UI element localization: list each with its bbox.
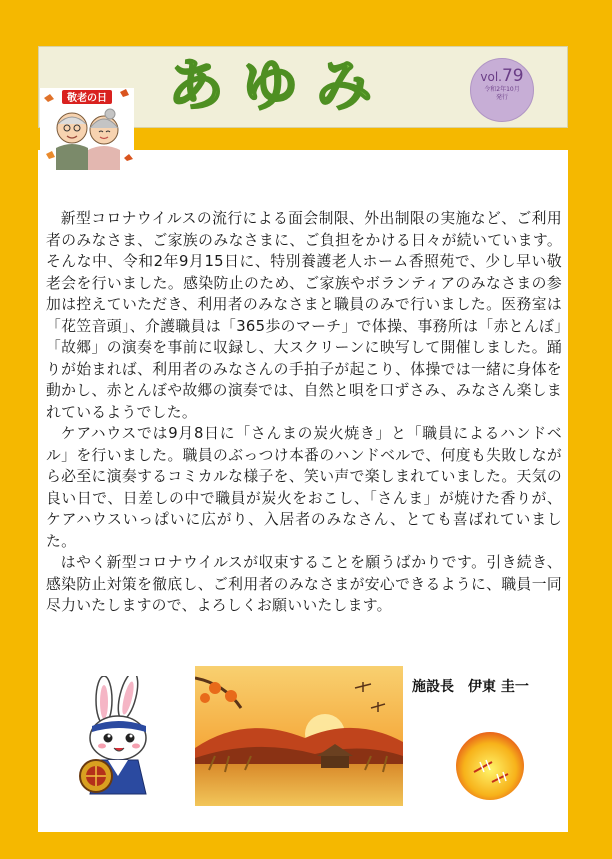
article-body [46,208,562,617]
keiro-badge-text: 敬老の日 [67,93,107,104]
article-paragraph-2: ケアハウスでは9月8日に「さんまの炭火焼き」と「職員によるハンドベル」を行いました。職員のぶっつけ本番のハンドベルで、何度も失敗しながら必至に演奏するコミカルな様子を、笑い声で楽しまれていました。天気の良い日で、日差しの中で職員が炭火をおこし、「さんま」が焼けた香りが、ケアハウスいっぱいに広がり、入居者のみなさん、とても喜ばれていました。 [46,425,562,550]
issue-suffix: 発行 [495,94,508,101]
keiro-no-hi-illustration [38,84,136,176]
autumn-scene-illustration [195,666,403,806]
volume-label: vol. [480,70,502,84]
volume-badge [470,58,534,122]
volume-line [471,67,533,86]
newsletter-title: あゆみ [168,54,390,119]
article-paragraph-3: はやく新型コロナウイルスが収束することを願うばかりです。引き続き、感染防止対策を徹底し、ご利用者のみなさまが安心できるように、職員一同尽力いたしますので、よろしくお願いいたします。 [46,554,562,614]
volume-number: 79 [501,66,524,86]
rabbit-mascot-illustration [68,676,168,800]
signature: 施設長 伊東 圭一 [412,679,529,695]
harvest-moon-illustration [452,728,528,804]
issue-date: 令和2年10月 [484,86,520,93]
article-paragraph-1: 新型コロナウイルスの流行による面会制限、外出制限の実施など、ご利用者のみなさま、ご家族のみなさまに、ご負担をかける日々が続いています。そんな中、令和2年9月15日に、特別養護老人ホーム香照苑で、少し早い敬老会を行いました。感染防止のため、ご家族やボランティアのみなさまの参加は控えていただき、利用者のみなさまと職員のみで行いました。医務室は「花笠音頭」、介護職員は「365歩のマーチ」で体操、事務所は「赤とんぼ」「故郷」の演奏を事前に収録し、大スクリーンに映写して開催しました。踊りが始まれば、利用者のみなさんの手拍子が起こり、体操では一緒に身体を動かし、赤とんぼや故郷の演奏では、自然と唄を口ずさみ、みなさん楽しまれているようでした。 [46,210,562,421]
